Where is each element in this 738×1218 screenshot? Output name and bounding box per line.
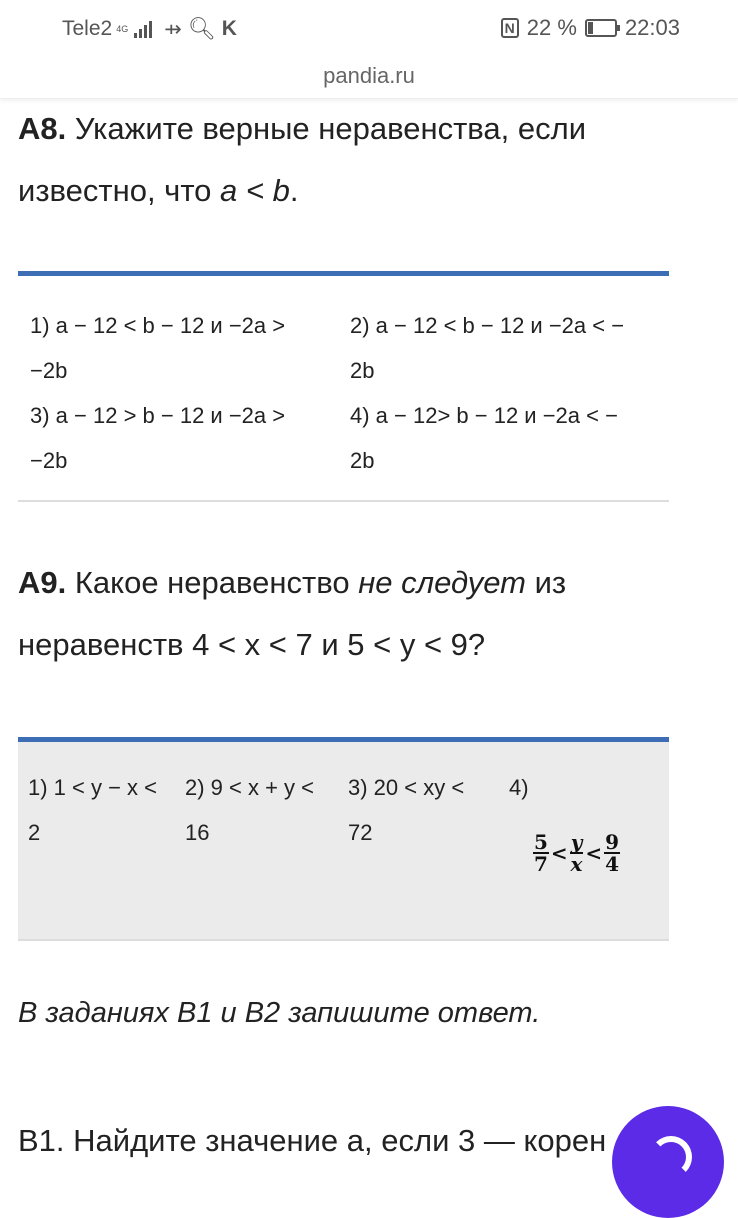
a8-option-1[interactable] [30, 303, 285, 393]
a8-option-4[interactable] [350, 393, 618, 483]
url-text: pandia.ru [323, 63, 415, 88]
status-left [62, 16, 237, 42]
question-a9-text: Какое неравенство [74, 565, 359, 600]
battery-icon [585, 19, 617, 37]
battery-fill [588, 22, 593, 34]
a8-option-1-line1: 1) a − 12 < b − 12 и −2a > [30, 313, 286, 338]
fraction-numerator: 5 [534, 830, 548, 854]
status-bar [0, 0, 738, 56]
a8-option-2[interactable] [350, 303, 624, 393]
fraction-9-4 [604, 832, 620, 874]
question-a9-line2: неравенств 4 < x < 7 и 5 < y < 9? [18, 627, 486, 662]
a9-option-3-line1: 3) 20 < xy < [348, 775, 465, 800]
question-a8-period: . [289, 173, 299, 208]
fraction-denominator: x [570, 852, 583, 876]
instruction-note: В заданиях В1 и В2 запишите ответ. [18, 997, 541, 1029]
a9-option-3-line2: 72 [348, 820, 373, 845]
question-icon [650, 1136, 692, 1178]
question-a8-line2 [18, 160, 586, 222]
a8-option-2-line2: 2b [350, 358, 375, 383]
question-a9-emphasis: не следует [358, 565, 526, 600]
a9-option-4[interactable] [509, 765, 529, 810]
signal-icon [134, 20, 152, 38]
network-type-label: 4G [116, 23, 129, 34]
question-b1: В1. Найдите значение a, если 3 — корен [18, 1123, 607, 1158]
a8-option-4-line2: 2b [350, 448, 375, 473]
nfc-icon: N [501, 18, 519, 38]
a9-option-4-formula [533, 832, 620, 874]
a9-option-2-line1: 2) 9 < x + y < [185, 775, 315, 800]
a9-options-table [18, 737, 669, 941]
clock: 22:03 [624, 15, 680, 40]
battery-percent: 22 % [526, 15, 577, 40]
question-a8-condition: a < b [220, 173, 290, 208]
a9-option-1-line1: 1) 1 < y − x < [28, 775, 158, 800]
status-right [501, 15, 680, 41]
question-a8 [18, 98, 586, 222]
a8-options-table [18, 271, 669, 502]
url-bar[interactable] [0, 56, 738, 99]
question-a8-text-2: известно, что [18, 173, 221, 208]
question-a9 [18, 552, 566, 676]
question-a9-number: A9. [18, 565, 67, 600]
a8-option-3-line1: 3) a − 12 > b − 12 и −2a > [30, 403, 286, 428]
less-than-sign: < [585, 841, 603, 865]
question-a9-line1 [18, 552, 566, 614]
search-icon: 🔍︎ [187, 16, 216, 41]
a9-option-4-line1: 4) [509, 775, 529, 800]
floating-action-button[interactable] [612, 1106, 724, 1218]
question-a8-line1 [18, 98, 586, 160]
fraction-y-x [570, 832, 584, 874]
a9-option-3[interactable] [348, 765, 464, 855]
question-a8-number: A8. [18, 111, 67, 146]
fraction-numerator: 9 [605, 830, 619, 854]
fraction-numerator: y [570, 830, 583, 854]
a9-option-1[interactable] [28, 765, 157, 855]
a8-option-3-line2: −2b [30, 448, 68, 473]
a8-option-3[interactable] [30, 393, 285, 483]
a9-option-2-line2: 16 [185, 820, 210, 845]
fraction-5-7 [533, 832, 549, 874]
a9-option-1-line2: 2 [28, 820, 41, 845]
fraction-denominator: 7 [534, 852, 548, 876]
question-a8-text: Укажите верные неравенства, если [74, 111, 587, 146]
carrier-label: Tele2 [62, 17, 113, 40]
vk-icon: K [221, 17, 237, 40]
less-than-sign: < [550, 841, 568, 865]
a8-option-1-line2: −2b [30, 358, 68, 383]
data-saver-icon: ⇸ [164, 17, 182, 41]
a9-option-2[interactable] [185, 765, 314, 855]
question-a9-text-post: из [525, 565, 567, 600]
a8-option-2-line1: 2) a − 12 < b − 12 и −2a < − [350, 313, 625, 338]
fraction-denominator: 4 [605, 852, 619, 876]
a8-option-4-line1: 4) a − 12> b − 12 и −2a < − [350, 403, 618, 428]
